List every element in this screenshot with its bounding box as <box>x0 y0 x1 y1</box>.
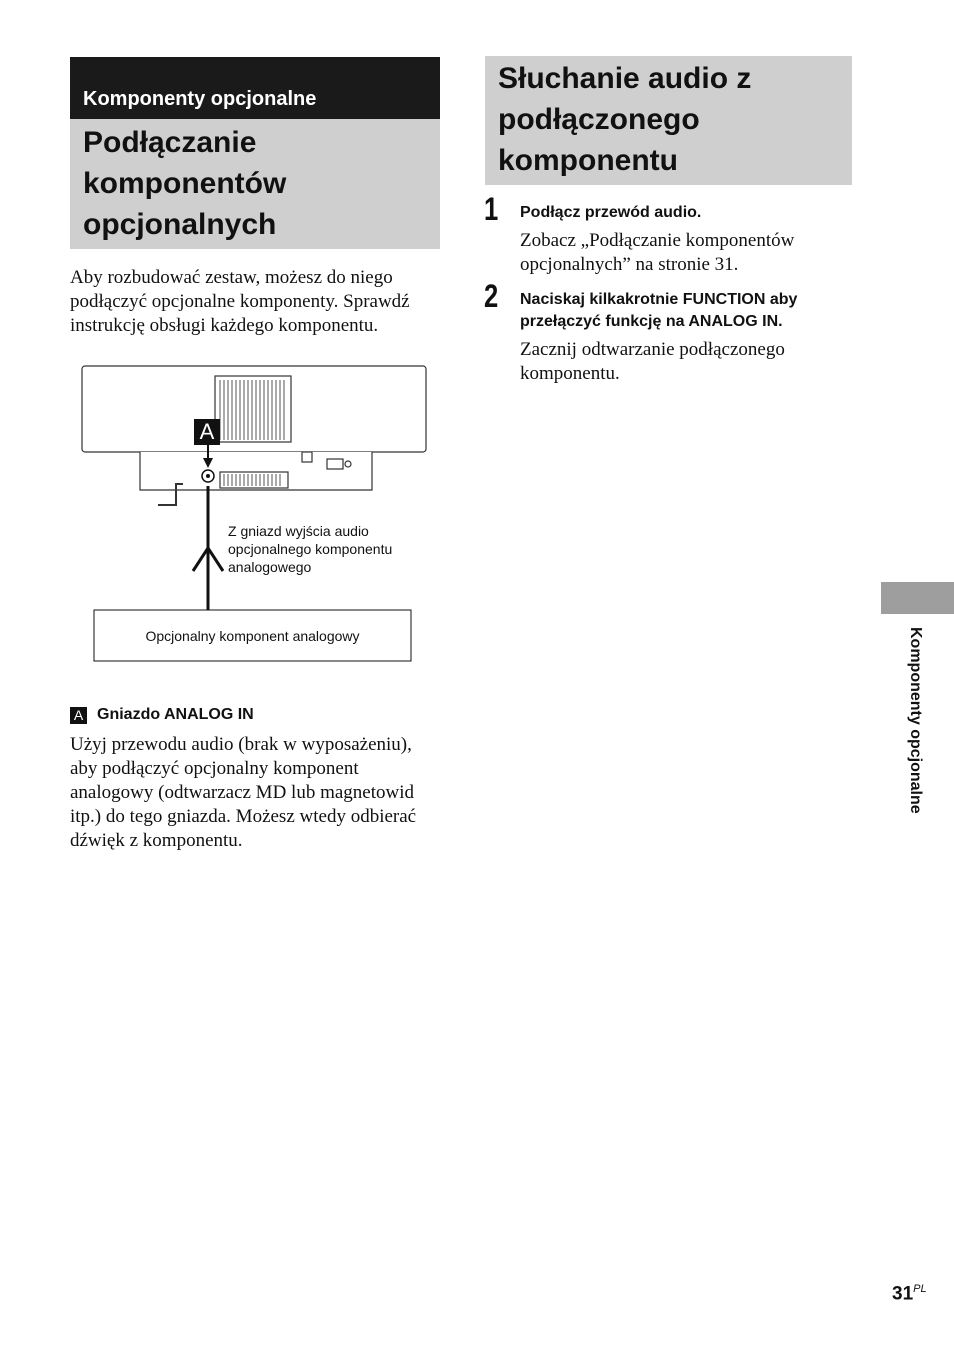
legend-text: Użyj przewodu audio (brak w wyposażeniu), aby podłączyć opcjonalny komponent analogowy (odtwarzacz MD lub magnetowid itp.) do tego gniazda. Możesz wtedy odbierać dźwięk z komponentu. <box>70 734 417 851</box>
side-tab-label: Komponenty opcjonalne <box>907 627 924 814</box>
component-label: Opcjonalny komponent analogowy <box>145 628 360 644</box>
left-page-title: Podłączanie komponentów opcjonalnych <box>83 126 287 241</box>
legend-heading: Gniazdo ANALOG IN <box>97 706 254 723</box>
page-number <box>892 1283 927 1305</box>
legend-marker: A <box>70 707 87 724</box>
step-1-text: Zobacz „Podłączanie komponentów opcjonalnych” na stronie 31. <box>520 230 795 275</box>
page-number-suffix: PL <box>913 1283 927 1295</box>
step-2-number: 2 <box>484 278 499 314</box>
section-label: Komponenty opcjonalne <box>83 88 317 110</box>
step-2-text: Zacznij odtwarzanie podłączonego komponentu. <box>520 339 785 384</box>
step-2-heading: Naciskaj kilkakrotnie FUNCTION aby przełączyć funkcję na ANALOG IN. <box>520 291 798 330</box>
side-tab-marker <box>881 582 954 614</box>
intro-paragraph: Aby rozbudować zestaw, możesz do niego podłączyć opcjonalne komponenty. Sprawdź instrukcję obsługi każdego komponentu. <box>70 267 410 336</box>
source-caption: Z gniazd wyjścia audio opcjonalnego komponentu analogowego <box>228 523 393 575</box>
right-title-box <box>485 56 852 185</box>
legend-heading-row <box>70 706 254 724</box>
step-1-number: 1 <box>484 191 499 227</box>
page-number-value: 31 <box>892 1283 914 1305</box>
right-page-title: Słuchanie audio z podłączonego komponentu <box>498 62 752 177</box>
step-1-heading: Podłącz przewód audio. <box>520 204 702 221</box>
side-tab-label-wrap <box>902 627 932 877</box>
callout-a-label: A <box>199 419 215 444</box>
